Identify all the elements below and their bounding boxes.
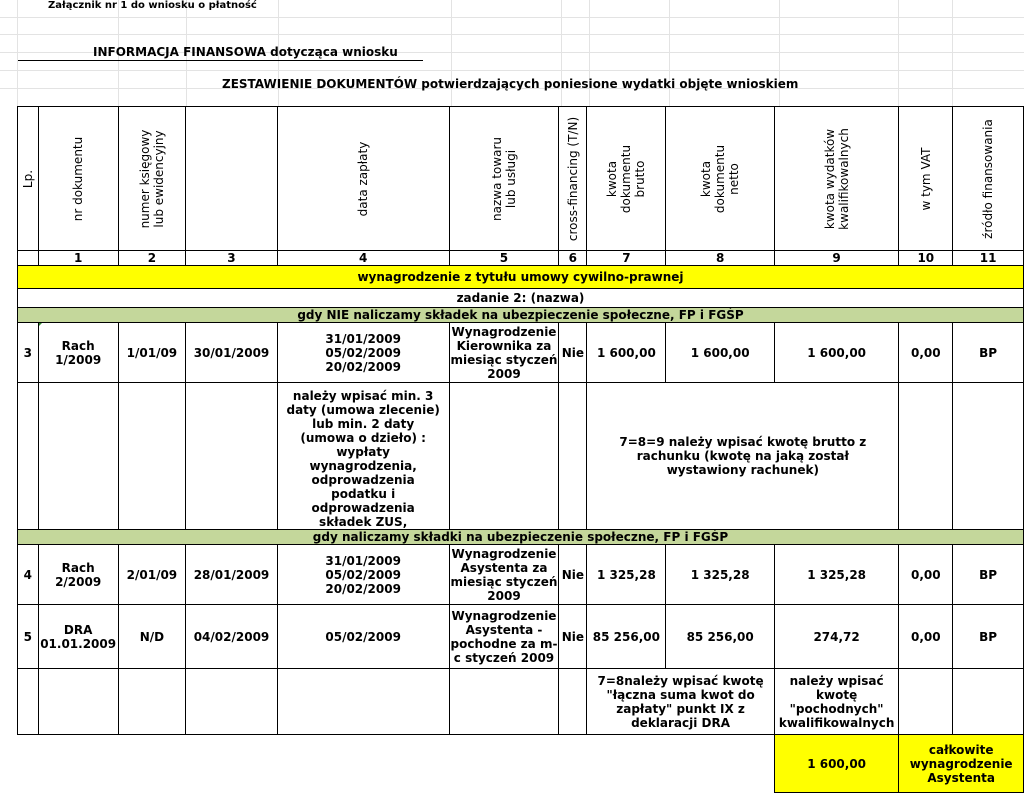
cell-date: 30/01/2009: [186, 323, 278, 383]
task-title: zadanie 2: (nazwa): [18, 289, 1024, 308]
total-row: [18, 735, 1024, 793]
cell-date: 28/01/2009: [186, 545, 278, 605]
cell-source: BP: [953, 605, 1024, 669]
gridline: [898, 0, 899, 106]
cell-gross: 1 600,00: [587, 323, 666, 383]
col-number: 4: [277, 251, 449, 266]
attachment-label: Załącznik nr 1 do wniosku o płatność: [48, 0, 257, 11]
task-row: [18, 289, 1024, 308]
col-header-source: źródło finansowania: [953, 107, 1024, 251]
info-title: INFORMACJA FINANSOWA dotycząca wniosku: [93, 45, 398, 59]
summary-title: ZESTAWIENIE DOKUMENTÓW potwierdzających poniesione wydatki objęte wnioskiem: [222, 77, 799, 91]
col-header-gross: kwota dokumentu brutto: [587, 107, 666, 251]
empty-cell: [38, 669, 118, 735]
title-underline: [18, 60, 423, 61]
note-pay-dates: należy wpisać min. 3 daty (umowa zlecenie) lub min. 2 daty (umowa o dzieło) : wypłaty wynagrodzenia, odprowadzenia podatku i odprowadzenia składek ZUS,: [277, 383, 449, 530]
empty-cell: [559, 669, 587, 735]
cell-account-number: 1/01/09: [118, 323, 186, 383]
cell-source: BP: [953, 545, 1024, 605]
col-number: 3: [186, 251, 278, 266]
empty-cell: [38, 383, 118, 530]
col-header-vat: w tym VAT: [899, 107, 953, 251]
table-row: [18, 605, 1024, 669]
empty-cell: [118, 669, 186, 735]
cell-gross: 1 325,28: [587, 545, 666, 605]
cell-eligible: 1 325,28: [774, 545, 899, 605]
contrib-section-row: [18, 530, 1024, 545]
table-row: [18, 323, 1024, 383]
cell-vat: 0,00: [899, 605, 953, 669]
empty-cell: [18, 383, 39, 530]
col-number: 10: [899, 251, 953, 266]
total-amount: 1 600,00: [774, 735, 899, 793]
cell-net: 85 256,00: [666, 605, 774, 669]
column-numbers-row: [18, 251, 1024, 266]
empty-cell: [449, 669, 559, 735]
documents-table: [17, 106, 1024, 793]
table-row: [18, 545, 1024, 605]
cell-source: BP: [953, 323, 1024, 383]
col-header-account-number: numer księgowy lub ewidencyjny: [118, 107, 186, 251]
cell-payment-dates: [277, 545, 449, 605]
col-header-eligible: kwota wydatków kwalifikowalnych: [774, 107, 899, 251]
col-number: 5: [449, 251, 559, 266]
col-number: 8: [666, 251, 774, 266]
cell-cross-financing: Nie: [559, 545, 587, 605]
cell-vat: 0,00: [899, 545, 953, 605]
cell-payment-dates: [277, 605, 449, 669]
gridline: [952, 0, 953, 106]
gridline: [0, 17, 1024, 18]
col-number: [18, 251, 39, 266]
cell-account-number: 2/01/09: [118, 545, 186, 605]
empty-cell: [18, 735, 775, 793]
col-header-lp: Lp.: [18, 107, 39, 251]
payment-date: 31/01/2009: [325, 553, 401, 568]
cell-lp: 4: [18, 545, 39, 605]
col-number: 9: [774, 251, 899, 266]
col-header-net: kwota dokumentu netto: [666, 107, 774, 251]
empty-cell: [449, 383, 559, 530]
empty-cell: [899, 383, 953, 530]
empty-cell: [186, 669, 278, 735]
payment-date: 31/01/2009: [325, 331, 401, 346]
comment-marker: [38, 323, 43, 328]
cell-cross-financing: Nie: [559, 605, 587, 669]
cell-eligible: 274,72: [774, 605, 899, 669]
header-row: [18, 107, 1024, 251]
contrib-section-title: gdy naliczamy składki na ubezpieczenie społeczne, FP i FGŚP: [18, 530, 1024, 545]
payment-date: 20/02/2009: [325, 581, 401, 596]
cell-vat: 0,00: [899, 323, 953, 383]
empty-cell: [118, 383, 186, 530]
cell-doc-number: DRA 01.01.2009: [38, 605, 118, 669]
cell-lp: 5: [18, 605, 39, 669]
total-label: całkowite wynagrodzenie Asystenta: [899, 735, 1024, 793]
empty-cell: [953, 383, 1024, 530]
col-number: 1: [38, 251, 118, 266]
gridline: [0, 34, 1024, 35]
cell-net: 1 325,28: [666, 545, 774, 605]
cell-service-name: Wynagrodzenie Asystenta za miesiąc styczeń 2009: [450, 546, 558, 603]
note-gross-rule: 7=8=9 należy wpisać kwotę brutto z rachunku (kwotę na jaką został wystawiony rachunek): [587, 383, 899, 530]
col-header-payment-date: data zapłaty: [277, 107, 449, 251]
payment-date: 05/02/2009: [325, 345, 401, 360]
col-header-cross-financing: cross-financing (T/N): [559, 107, 587, 251]
cell-payment-dates: [277, 323, 449, 383]
cell-account-number: N/D: [118, 605, 186, 669]
cell-eligible: 1 600,00: [774, 323, 899, 383]
col-number: 2: [118, 251, 186, 266]
cell-doc-number: Rach 2/2009: [38, 545, 118, 605]
cell-net: 1 600,00: [666, 323, 774, 383]
notes-row: [18, 669, 1024, 735]
gridline: [0, 70, 1024, 71]
contract-section-title: wynagrodzenie z tytułu umowy cywilno-prawnej: [18, 266, 1024, 289]
cell-lp: 3: [18, 323, 39, 383]
empty-cell: [953, 669, 1024, 735]
note-dra-rule: 7=8należy wpisać kwotę "łączna suma kwot do zapłaty" punkt IX z deklaracji DRA: [587, 669, 775, 735]
payment-date: 05/02/2009: [325, 629, 401, 644]
col-number: 6: [559, 251, 587, 266]
gridline: [17, 0, 18, 106]
empty-cell: [277, 669, 449, 735]
col-header-doc-number: nr dokumentu: [38, 107, 118, 251]
no-contrib-section-row: [18, 308, 1024, 323]
cell-service-name: Wynagrodzenie Kierownika za miesiąc styczeń 2009: [450, 324, 558, 381]
col-header-3: [186, 107, 278, 251]
cell-service-name: Wynagrodzenie Asystenta - pochodne za m-c styczeń 2009: [449, 605, 559, 669]
payment-date: 05/02/2009: [325, 567, 401, 582]
contract-section-row: [18, 266, 1024, 289]
note-derivative-rule: należy wpisać kwotę "pochodnych" kwalifikowalnych: [774, 669, 899, 735]
empty-cell: [559, 383, 587, 530]
no-contrib-section-title: gdy NIE naliczamy składek na ubezpieczenie społeczne, FP i FGŚP: [18, 308, 1024, 323]
notes-row: [18, 383, 1024, 530]
empty-cell: [186, 383, 278, 530]
col-number: 7: [587, 251, 666, 266]
cell-date: 04/02/2009: [186, 605, 278, 669]
cell-cross-financing: Nie: [559, 323, 587, 383]
col-header-service-name: nazwa towaru lub usługi: [449, 107, 559, 251]
cell-doc-number: Rach 1/2009: [38, 323, 118, 383]
cell-gross: 85 256,00: [587, 605, 666, 669]
col-number: 11: [953, 251, 1024, 266]
empty-cell: [899, 669, 953, 735]
payment-date: 20/02/2009: [325, 359, 401, 374]
empty-cell: [18, 669, 39, 735]
